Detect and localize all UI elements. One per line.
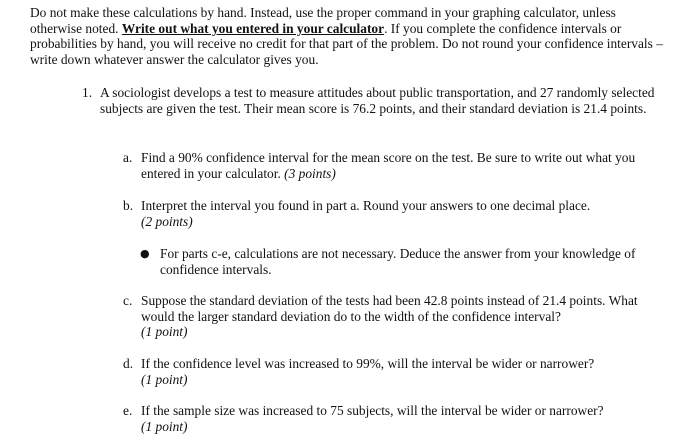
bullet-icon: ● [140,247,150,260]
part-d-points: (1 point) [141,371,188,387]
note-text: For parts c-e, calculations are not necessary. Deduce the answer from your knowledge of confidence intervals. [160,246,636,277]
part-e-letter: e. [123,403,133,418]
question-1-text: A sociologist develops a test to measure attitudes about public transportation, and 27 randomly selected subjects are given the test. Their mean score is 76.2 points, and their standard deviation is 21.4 points. [100,85,655,116]
part-c-points: (1 point) [141,324,188,340]
part-b-points: (2 points) [141,213,193,229]
instructions-text-end: . If you complete the confidence intervals or probabilities by hand, you will receive no credit for that part of the problem. Do not round your confidence intervals – write down whatever answer the calculator gives you. [30,20,663,67]
instructions-emphasis: Write out what you entered in your calculator [121,20,385,36]
part-c-text [141,293,661,340]
part-a-letter: a. [123,150,133,165]
part-d-text [141,356,661,387]
part-b-text [141,198,661,229]
part-e-text [141,403,661,434]
part-a-question: Find a 90% confidence interval for the mean score on the test. Be sure to write out what you entered in your calculator. [141,150,636,181]
part-b-question: Interpret the interval you found in part a. Round your answers to one decimal place. [141,198,591,213]
part-c-letter: c. [123,293,133,308]
part-d-question: If the confidence level was increased to 99%, will the interval be wider or narrower? [141,356,595,371]
part-b-letter: b. [123,198,134,213]
part-a-text [141,150,661,181]
part-c-question: Suppose the standard deviation of the tests had been 42.8 points instead of 21.4 points. What would the larger standard deviation do to the width of the confidence interval? [141,293,638,324]
part-d-letter: d. [123,356,134,371]
question-1-number: 1. [82,85,93,100]
instructions-text-start: Do not make these calculations by hand. Instead, use the proper command in your graphing calculator, unless otherwise noted. [30,5,616,36]
instructions-paragraph [30,5,670,67]
part-a-points: (3 points) [284,165,336,181]
part-e-question: If the sample size was increased to 75 subjects, will the interval be wider or narrower? [141,403,604,418]
part-e-points: (1 point) [141,418,188,434]
